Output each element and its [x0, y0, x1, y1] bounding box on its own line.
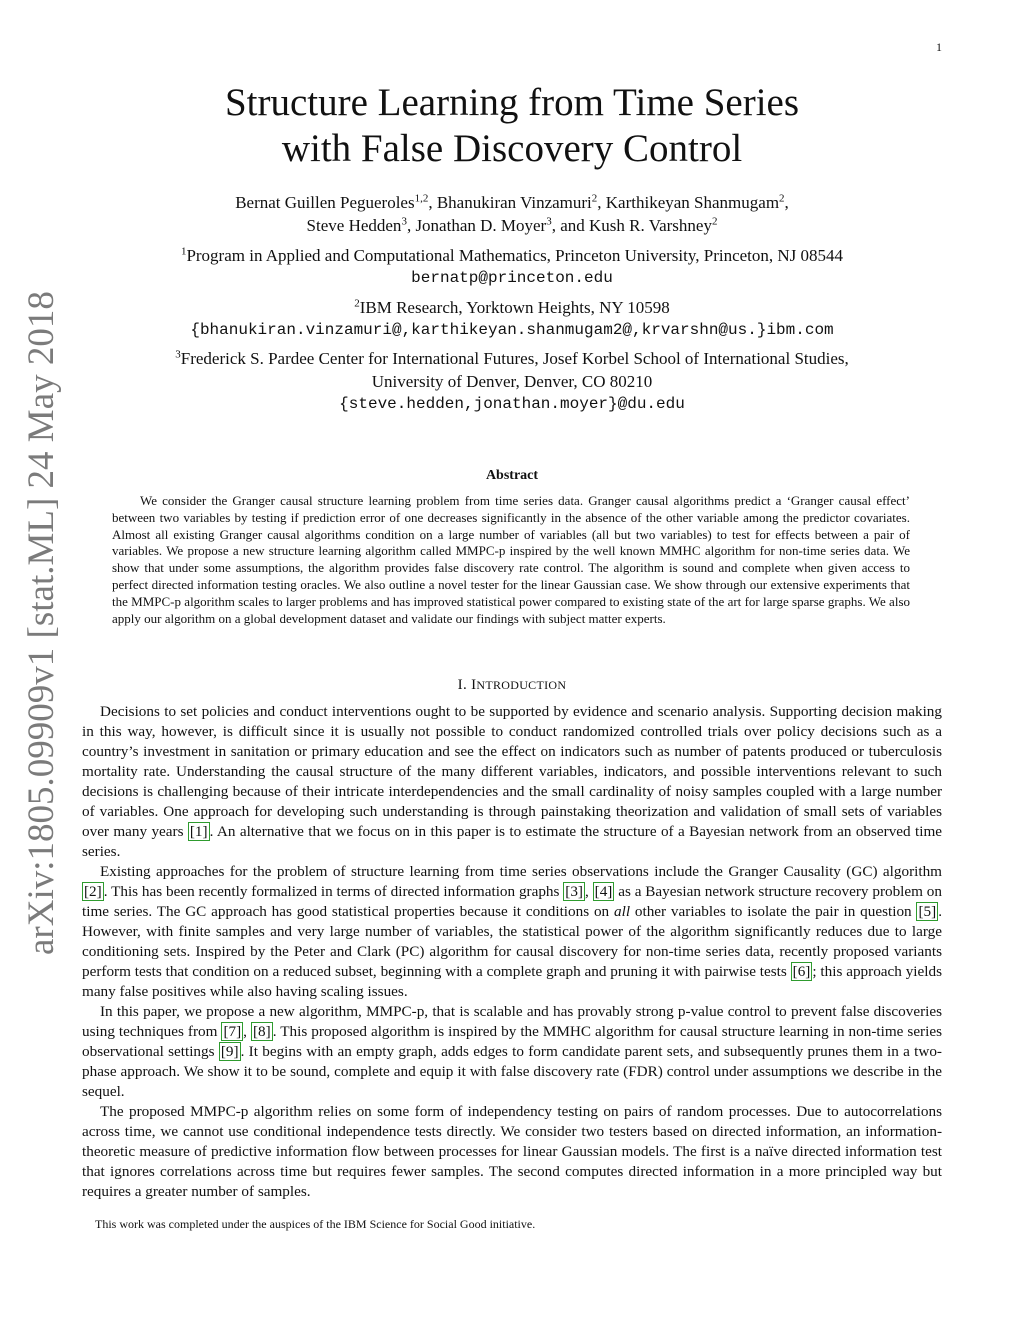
author-name: Jonathan D. Moyer — [415, 216, 547, 235]
affil-text-line-2: University of Denver, Denver, CO 80210 — [371, 372, 653, 391]
abstract-text: We consider the Granger causal structure learning problem from time series data. Granger causal algorithms predict a ‘Granger causal effect’ between two variables by testing if prediction error of one decreases significantly in the absence of the other variable among the predictor covariates. Almost all existing Granger causal algorithms condition on a large number of variables (all but two variables) to test for effects between a pair of variables. We propose a new structure learning algorithm called MMPC-p inspired by the well known MMHC algorithm for non-time series data. We show that under some assumptions, the algorithm provides false discovery rate control. The algorithm is sound and complete when given access to perfect directed information testing oracles. We also outline a novel tester for the linear Gaussian case. We show through our extensive experiments that the MMPC-p algorithm scales to larger problems and has improved statistical power compared to existing state of the art for large sparse graphs. We also apply our algorithm on a global development dataset and validate our findings with subject matter experts. — [112, 493, 910, 626]
affil-text: Program in Applied and Computational Mathematics, Princeton University, Princeton, NJ 08544 — [186, 246, 844, 265]
affil-sup: 1 — [180, 245, 187, 258]
affil-sup: 3 — [175, 348, 181, 361]
author-name: Kush R. Varshney — [589, 216, 712, 235]
citation-link[interactable]: [1] — [189, 823, 208, 840]
section-title-first: I — [471, 677, 477, 693]
paragraph-1 — [82, 702, 942, 862]
text-run: Existing approaches for the problem of structure learning from time series observations include the Granger Causality (GC) algorithm — [100, 863, 942, 880]
section-title-rest: NTRODUCTION — [476, 678, 567, 692]
author-name: Steve Hedden — [306, 216, 402, 235]
arxiv-stamp: arXiv:1805.09909v1 [stat.ML] 24 May 2018 — [21, 291, 62, 955]
citation-link[interactable]: [3] — [565, 883, 583, 900]
author-name: Bhanukiran Vinzamuri — [436, 193, 592, 212]
affil-email[interactable]: bernatp@princeton.edu — [411, 269, 613, 287]
paragraph-2 — [82, 862, 942, 1002]
emphasis: all — [614, 903, 631, 920]
author-list — [100, 191, 924, 237]
citation-link[interactable]: [9] — [220, 1043, 239, 1060]
affil-sup: 2 — [354, 297, 360, 310]
affil-email[interactable]: {steve.hedden,jonathan.moyer}@du.edu — [339, 395, 685, 413]
citation-link[interactable]: [4] — [594, 883, 613, 900]
title-line-1: Structure Learning from Time Series — [224, 81, 800, 124]
title-line-2: with False Discovery Control — [281, 127, 743, 170]
paragraph-3 — [82, 1002, 942, 1102]
text-run: . An alternative that we focus on in this paper is to estimate the structure of a Bayesian network from an observed time series. — [82, 823, 942, 860]
citation-link[interactable]: [7] — [223, 1023, 242, 1040]
author-name: Bernat Guillen Pegueroles — [235, 193, 415, 212]
affiliation-1 — [100, 244, 924, 290]
text-run: , — [243, 1023, 251, 1040]
author-affil-sup: 2 — [711, 215, 718, 228]
affil-text: Frederick S. Pardee Center for International Futures, Josef Korbel School of International Studies, — [180, 349, 849, 368]
text-run: . However, with finite samples and very large number of variables, the statistical power of the algorithm significantly reduces due to large conditioning sets. Inspired by the Peter and Clark (PC) algorithm for causal discovery for non-time series data, recently proposed variants perform tests that condition on a reduced subset, beginning with a complete graph and pruning it with pairwise tests — [82, 903, 942, 980]
affiliation-3 — [100, 347, 924, 416]
text-run: In this paper, we propose a new algorithm, MMPC-p, that is scalable and has provably strong p-value control to prevent false discoveries using techniques from — [82, 1003, 942, 1040]
author-name: Karthikeyan Shanmugam — [605, 193, 780, 212]
text-run: as a Bayesian network structure recovery problem on time series. The GC approach has good statistical properties because it conditions on — [82, 883, 942, 920]
author-affil-sup: 3 — [546, 215, 552, 228]
footnote: This work was completed under the auspices of the IBM Science for Social Good initiative. — [95, 1217, 536, 1231]
paragraph-4: The proposed MMPC-p algorithm relies on some form of independency testing on pairs of random processes. Due to autocorrelations across time, we cannot use conditional independence tests directly. We consider two testers based on directed information, an information-theoretic measure of predictive information flow between processes for linear Gaussian models. The first is a naïve directed information test that ignores correlations across time but requires fewer samples. The second computes directed information in a more principled way but requires a greater number of samples. — [82, 1103, 942, 1200]
affiliation-2 — [100, 296, 924, 342]
author-line-2: Steve Hedden$^3$, Jonathan D. Moyer$^3$, and Kush R. Varshney$^2$ — [306, 215, 718, 235]
section-numeral: I. — [457, 677, 468, 693]
citation-link[interactable]: [6] — [792, 963, 811, 980]
text-run: . This proposed algorithm is inspired by the MMHC algorithm for causal structure learning in non-time series observational settings — [82, 1023, 942, 1060]
abstract-heading: Abstract — [485, 468, 539, 483]
author-affil-sup: 2 — [591, 192, 598, 205]
body-text — [82, 702, 942, 1202]
paper-title — [100, 80, 924, 172]
citation-link[interactable]: [8] — [252, 1023, 271, 1040]
author-affil-sup: 1,2 — [414, 192, 429, 205]
text-run: Decisions to set policies and conduct interventions ought to be supported by evidence and scenario analysis. Supporting decision making in this way, however, is difficult since it is usually not possible to conduct randomized controlled trials over policy decisions such as a country’s investment in sanitation or primary education and see the effect on indicators such as number of patents produced or tuberculosis mortality rate. Understanding the causal structure of the many different variables, indicators, and possible interventions relevant to such decisions is challenging because of their intricate interdependencies and the small cardinality of noisy samples coupled with a large number of variables. One approach for developing such understanding is through painstaking theorization and validation of small sets of variables over many years — [82, 703, 942, 840]
text-run: ; this approach yields many false positives while also having scaling issues. — [82, 963, 942, 1000]
affil-email[interactable]: {bhanukiran.vinzamuri@,karthikeyan.shanmugam2@,krvarshn@us.}ibm.com — [190, 321, 834, 339]
page-number: 1 — [936, 40, 942, 54]
author-affil-sup: 2 — [779, 192, 785, 205]
author-affil-sup: 3 — [401, 215, 407, 228]
affil-text: IBM Research, Yorktown Heights, NY 10598 — [359, 298, 670, 317]
text-run: other variables to isolate the pair in question — [630, 903, 917, 920]
text-run: . This has been recently formalized in terms of directed information graphs — [103, 883, 564, 900]
citation-link[interactable]: [2] — [84, 883, 102, 900]
text-run: . It begins with an empty graph, adds edges to form candidate parent sets, and subsequently prunes them in a two-phase approach. We show it to be sound, complete and equip it with false discovery rate (FDR) control under assumptions we describe in the sequel. — [82, 1043, 942, 1100]
citation-link[interactable]: [5] — [918, 903, 937, 920]
text-run: , — [585, 883, 593, 900]
section-heading — [100, 677, 924, 694]
author-line-1: Bernat Guillen Pegueroles$^{1,2}$, Bhanukiran Vinzamuri$^2$, Karthikeyan Shanmugam$^2$, — [235, 192, 789, 212]
